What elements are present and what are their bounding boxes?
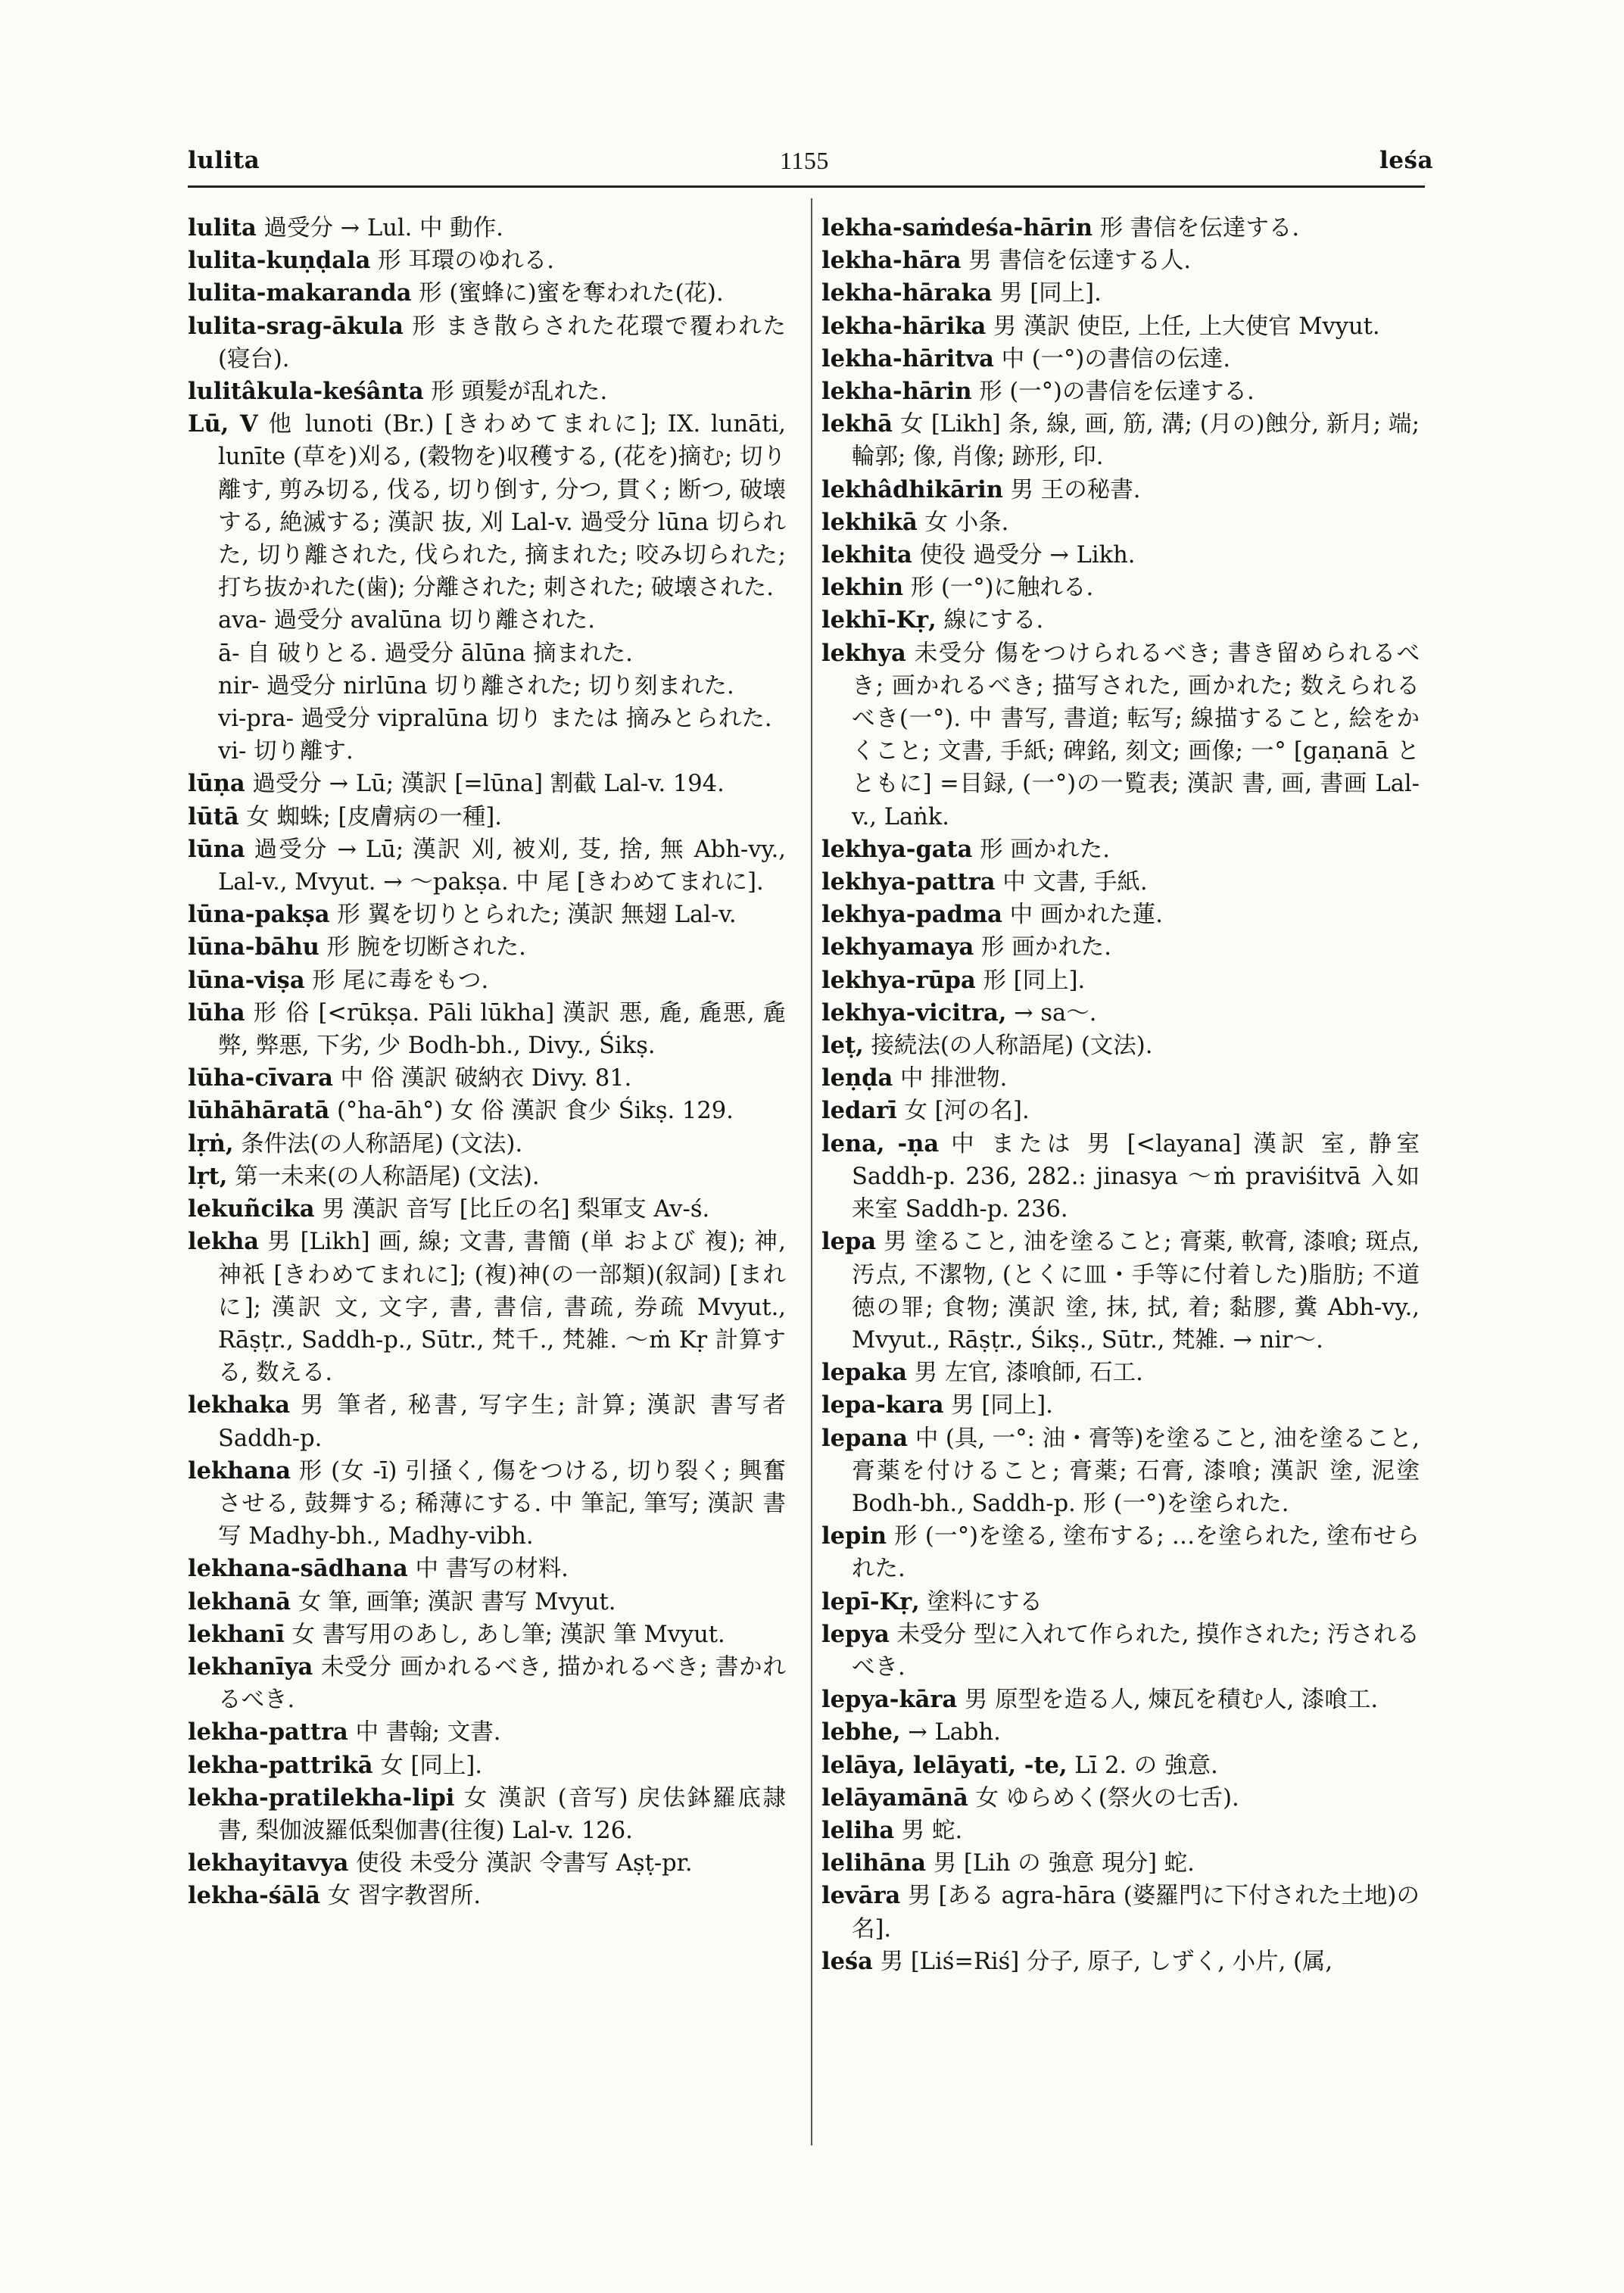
dictionary-entry xyxy=(821,375,1420,408)
dictionary-entry xyxy=(188,1128,786,1161)
dictionary-entry xyxy=(188,931,786,964)
dictionary-entry xyxy=(821,1618,1420,1684)
entry-headword: lekhana-sādhana xyxy=(188,1555,408,1583)
entry-definition: 使役 過受分 → Likh. xyxy=(912,542,1136,569)
dictionary-entry xyxy=(188,375,786,408)
dictionary-entry xyxy=(188,408,786,604)
entry-definition: 男 筆者, 秘書, 写字生; 計算; 漢訳 書写者 Saddh-p. xyxy=(218,1392,786,1452)
entry-definition: 男 蛇. xyxy=(894,1817,963,1844)
entry-definition: 男 左官, 漆喰師, 石工. xyxy=(906,1360,1143,1387)
dictionary-entry xyxy=(821,474,1420,506)
entry-definition: 線にする. xyxy=(936,607,1044,634)
entry-definition: 中 排泄物. xyxy=(893,1065,1008,1092)
dictionary-entry xyxy=(188,801,786,833)
entry-definition: 男 [同上]. xyxy=(943,1392,1053,1419)
entry-definition: 形 (蜜蜂に)蜜を奪われた(花). xyxy=(411,280,724,307)
entry-definition: 形 尾に毒をもつ. xyxy=(304,967,489,994)
entry-headword: lekhin xyxy=(821,574,904,602)
entry-headword: lekha-hāra xyxy=(821,247,962,275)
entry-definition: 過受分 → Lul. 中 動作. xyxy=(256,215,503,241)
dictionary-entry xyxy=(821,1782,1420,1815)
entry-headword: lekhita xyxy=(821,541,912,569)
entry-definition: 中 または 男 [<layana] 漢訳 室, 静室 Saddh-p. 236, 282.: jinasya ～ṁ praviśitvā 入如来室 Saddh-p. 236. xyxy=(852,1130,1420,1223)
entry-definition: vi- 切り離す. xyxy=(218,738,354,765)
entry-definition: 形 耳環のゆれる. xyxy=(370,248,554,275)
dictionary-entry xyxy=(218,735,786,768)
dictionary-entry xyxy=(188,1716,786,1749)
entry-headword: lepaka xyxy=(821,1359,907,1387)
dictionary-entry xyxy=(188,1161,786,1193)
entry-headword: lepin xyxy=(821,1522,887,1550)
entry-definition: 男 [Liś=Riś] 分子, 原子, しずく, 小片, (属, xyxy=(872,1948,1333,1975)
entry-definition: 過受分 → Lū; 漢訳 [=lūna] 割截 Lal-v. 194. xyxy=(245,771,725,798)
entry-definition: 第一未来(の人称語尾) (文法). xyxy=(227,1163,540,1190)
dictionary-entry xyxy=(188,1389,786,1454)
entry-headword: lekhya-pattra xyxy=(821,868,996,896)
entry-definition: 形 (女 -ī) 引掻く, 傷をつける, 切り裂く; 興奮させる, 鼓舞する; 稀薄にする. 中 筆記, 筆写; 漢訳 書写 Madhy-bh., Madhy-vibh. xyxy=(218,1457,786,1550)
dictionary-entry xyxy=(821,572,1420,604)
entry-headword: lekha-pratilekha-lipi xyxy=(188,1784,455,1812)
entry-definition: 男 塗ること, 油を塗ること; 膏薬, 軟膏, 漆喰; 斑点, 汚点, 不潔物, (とくに皿・手等に付着した)脂肪; 不道徳の罪; 食物; 漢訳 塗, 抹, 拭, 着; 黏膠, 糞 Abh-vy., Mvyut., Rāṣṭr., Śikṣ., Sūtr., 梵雑. → nir～. xyxy=(852,1229,1420,1354)
entry-definition: 形 翼を切りとられた; 漢訳 無翅 Lal-v. xyxy=(329,902,737,929)
entry-definition: → Labh. xyxy=(900,1719,1001,1746)
left-column xyxy=(188,212,786,1913)
entry-definition: 男 書信を伝達する人. xyxy=(961,248,1192,275)
entry-headword: lekhā xyxy=(821,410,893,438)
dictionary-entry xyxy=(821,1357,1420,1389)
entry-headword: lelāyamānā xyxy=(821,1784,968,1812)
entry-headword: lekha-pattra xyxy=(188,1718,348,1746)
entry-definition: ava- 過受分 avalūna 切り離された. xyxy=(218,607,596,634)
entry-definition: 中 画かれた蓮. xyxy=(1002,902,1163,929)
dictionary-entry xyxy=(188,1880,786,1912)
dictionary-entry xyxy=(821,1128,1420,1226)
entry-definition: 男 [Likh] 画, 線; 文書, 書簡 (単 および 複); 神, 神祇 [きわめてまれに]; (複)神(の一部類)(叙詞) [まれに]; 漢訳 文, 文字, 書, 書信, 書疏, 券疏 Mvyut., Rāṣṭr., Saddh-p., Sūtr., 梵千., 梵雑. ～ṁ Kṛ 計算する, 数える. xyxy=(218,1229,786,1387)
entry-definition: 中 俗 漢訳 破納衣 Divy. 81. xyxy=(332,1065,632,1092)
entry-headword: lūna xyxy=(188,835,245,863)
entry-definition: 男 [ある agra-hāra (婆羅門に下付された土地)の名]. xyxy=(852,1883,1420,1943)
entry-definition: 女 習字教習所. xyxy=(320,1883,482,1910)
entry-headword: lūṇa xyxy=(188,770,245,798)
entry-headword: lekhâdhikārin xyxy=(821,475,1003,503)
entry-headword: ledarī xyxy=(821,1097,897,1125)
entry-definition: 塗料にする xyxy=(919,1588,1043,1615)
entry-definition: vi-pra- 過受分 vipralūna 切り または 摘みとられた. xyxy=(218,706,772,733)
entry-headword: lepa-kara xyxy=(821,1391,944,1419)
entry-definition: Lī 2. の 強意. xyxy=(1067,1752,1218,1779)
entry-definition: 形 書信を伝達する. xyxy=(1093,215,1300,241)
entry-definition: 中 (一°)の書信の伝達. xyxy=(993,345,1231,372)
entry-definition: 女 書写用のあし, あし筆; 漢訳 筆 Mvyut. xyxy=(284,1621,725,1648)
entry-headword: lulita-kuṇḍala xyxy=(188,247,371,275)
entry-definition: 女 蜘蛛; [皮膚病の一種]. xyxy=(238,803,502,830)
entry-definition: 形 (一°)の書信を伝達する. xyxy=(971,379,1255,406)
dictionary-entry xyxy=(821,539,1420,572)
dictionary-entry xyxy=(188,964,786,997)
dictionary-entry xyxy=(821,310,1420,343)
entry-headword: lṛt, xyxy=(188,1162,228,1190)
dictionary-entry xyxy=(188,277,786,310)
entry-headword: lekhanī xyxy=(188,1620,285,1648)
entry-definition: 男 原型を造る人, 煉瓦を積む人, 漆喰工. xyxy=(957,1687,1379,1714)
entry-headword: lelihāna xyxy=(821,1849,927,1877)
entry-headword: lena, -ṇa xyxy=(821,1129,940,1157)
dictionary-entry xyxy=(188,833,786,899)
entry-headword: leliha xyxy=(821,1816,895,1844)
entry-definition: ā- 自 破りとる. 過受分 ālūna 摘まれた. xyxy=(218,640,633,667)
dictionary-entry xyxy=(188,1193,786,1226)
dictionary-entry xyxy=(821,506,1420,539)
entry-definition: 他 lunoti (Br.) [きわめてまれに]; IX. lunāti, lunīte (草を)刈る, (穀物を)収穫する, (花を)摘む; 切り離す, 剪み切る, 伐る, 切り倒す, 分つ, 貫く; 断つ, 破壊する, 絶滅する; 漢訳 抜, 刈 Lal-v. 過受分 lūna 切られた, 切り離された, 伐られた, 摘まれた; 咬み切られた; 打ち抜かれた(歯); 分離された; 刺された; 破壊された. xyxy=(218,411,786,602)
entry-headword: lūna-bāhu xyxy=(188,933,320,961)
entry-headword: lekhī-Kṛ, xyxy=(821,606,937,634)
entry-headword: leṇḍa xyxy=(821,1064,893,1092)
dictionary-entry xyxy=(821,408,1420,473)
entry-headword: lepya-kāra xyxy=(821,1686,958,1714)
dictionary-entry xyxy=(821,1847,1420,1880)
dictionary-entry xyxy=(821,997,1420,1030)
entry-headword: lekhayitavya xyxy=(188,1849,349,1877)
entry-headword: lekhya-rūpa xyxy=(821,966,976,994)
dictionary-entry xyxy=(821,1749,1420,1782)
entry-definition: 形 (一°)を塗る, 塗布する; …を塗られた, 塗布せられた. xyxy=(852,1523,1420,1583)
entry-headword: lekhya-gata xyxy=(821,835,973,863)
entry-definition: 男 王の秘書. xyxy=(1002,476,1141,503)
dictionary-entry xyxy=(821,1422,1420,1521)
dictionary-entry xyxy=(821,604,1420,637)
entry-headword: lūtā xyxy=(188,802,239,830)
entry-definition: 女 小条. xyxy=(917,509,1009,536)
entry-definition: 男 漢訳 音写 [比丘の名] 梨軍支 Av-ś. xyxy=(314,1196,710,1223)
dictionary-entry xyxy=(821,866,1420,899)
dictionary-entry xyxy=(821,212,1420,245)
entry-definition: 男 [Lih の 強意 現分] 蛇. xyxy=(926,1850,1195,1877)
dictionary-entry xyxy=(188,1553,786,1585)
dictionary-entry xyxy=(188,899,786,931)
running-head-right: leśa xyxy=(1379,147,1434,174)
dictionary-entry xyxy=(821,833,1420,866)
entry-headword: lekha-hāritva xyxy=(821,344,994,372)
dictionary-entry xyxy=(821,931,1420,964)
entry-definition: 中 文書, 手紙. xyxy=(995,869,1148,896)
entry-definition: 未受分 傷をつけられるべき; 書き留められるべき; 画かれるべき; 描写された, 画かれた; 数えられるべき(一°). 中 書写, 書道; 転写; 線描すること, 絵をかくこと; 文書, 手紙; 碑銘, 刻文; 画像; 一° [gaṇanā とともに] =目録, (一°)の一覧表; 漢訳 書, 画, 書画 Lal-v., Laṅk. xyxy=(852,640,1420,830)
entry-headword: lūna-viṣa xyxy=(188,966,305,994)
entry-definition: 条件法(の人称語尾) (文法). xyxy=(233,1130,523,1157)
entry-definition: 形 [同上]. xyxy=(975,967,1086,994)
entry-definition: 中 書写の材料. xyxy=(407,1556,569,1583)
dictionary-entry xyxy=(188,212,786,245)
entry-definition: 女 [同上]. xyxy=(372,1752,482,1779)
column-divider xyxy=(811,198,812,2145)
dictionary-entry xyxy=(821,1815,1420,1847)
dictionary-entry xyxy=(188,310,786,375)
dictionary-entry xyxy=(188,1095,786,1127)
entry-headword: lulita xyxy=(188,214,257,241)
header-rule xyxy=(188,185,1425,188)
entry-headword: lekha-hāraka xyxy=(821,279,993,307)
entry-headword: lekha-saṁdeśa-hārin xyxy=(821,214,1093,241)
entry-headword: lūha-cīvara xyxy=(188,1064,333,1092)
entry-headword: lekhanīya xyxy=(188,1653,313,1681)
entry-headword: lūha xyxy=(188,999,245,1027)
entry-headword: lekha xyxy=(188,1228,260,1256)
dictionary-entry xyxy=(218,637,786,670)
entry-headword: lekha-śālā xyxy=(188,1882,321,1910)
entry-headword: lekhya-vicitra, xyxy=(821,999,1007,1027)
entry-definition: 使役 未受分 漢訳 令書写 Aṣṭ-pr. xyxy=(348,1850,693,1877)
dictionary-entry xyxy=(821,637,1420,833)
entry-definition: nir- 過受分 nirlūna 切り離された; 切り刻まれた. xyxy=(218,672,734,699)
entry-headword: lekuñcika xyxy=(188,1195,315,1223)
entry-headword: Lū, V xyxy=(188,410,258,438)
entry-definition: 形 まき散らされた花環で覆われた(寝台). xyxy=(218,313,786,372)
entry-definition: 中 (具, 一°: 油・膏等)を塗ること, 油を塗ること, 膏薬を付けること; 膏薬; 石膏, 漆喰; 漢訳 塗, 泥塗 Bodh-bh., Saddh-p. 形 (一°)を塗られた. xyxy=(852,1425,1420,1517)
entry-headword: lekha-pattrikā xyxy=(188,1751,373,1779)
dictionary-entry xyxy=(218,604,786,637)
entry-definition: 過受分 → Lū; 漢訳 刈, 被刈, 芟, 捨, 無 Abh-vy., Lal-v., Mvyut. → ～pakṣa. 中 尾 [きわめてまれに]. xyxy=(218,836,786,896)
dictionary-entry xyxy=(188,1651,786,1716)
entry-headword: lekha-hārika xyxy=(821,312,987,340)
entry-headword: lulita-srag-ākula xyxy=(188,312,404,340)
entry-headword: leśa xyxy=(821,1947,873,1975)
dictionary-entry xyxy=(821,1389,1420,1422)
entry-definition: (°ha-āh°) 女 俗 漢訳 食少 Śikṣ. 129. xyxy=(329,1098,734,1125)
dictionary-entry xyxy=(821,1062,1420,1095)
entry-headword: lṛṅ, xyxy=(188,1129,234,1157)
entry-definition: 男 [同上]. xyxy=(992,280,1102,307)
dictionary-entry xyxy=(188,1455,786,1553)
entry-headword: lulitâkula-keśânta xyxy=(188,378,424,406)
entry-definition: 女 筆, 画筆; 漢訳 書写 Mvyut. xyxy=(291,1588,616,1615)
dictionary-entry xyxy=(821,1880,1420,1945)
entry-definition: 女 [Likh] 条, 線, 画, 筋, 溝; (月の)蝕分, 新月; 端; 輪郭; 像, 肖像; 跡形, 印. xyxy=(852,411,1420,471)
entry-definition: 未受分 型に入れて作られた, 摸作された; 汚されるべき. xyxy=(852,1621,1420,1681)
entry-headword: leṭ, xyxy=(821,1032,864,1060)
page-number: 1155 xyxy=(780,147,829,174)
entry-headword: lelāya, lelāyati, -te, xyxy=(821,1751,1068,1779)
entry-definition: 形 (一°)に触れる. xyxy=(903,575,1094,602)
entry-definition: 女 漢訳 (音写) 戻佉鉢羅底隷書, 梨伽波羅低梨伽書(往復) Lal-v. 126. xyxy=(218,1784,786,1844)
right-column xyxy=(821,212,1420,1978)
entry-headword: lekhyamaya xyxy=(821,933,974,961)
dictionary-entry xyxy=(821,343,1420,375)
entry-definition: 形 頭髪が乱れた. xyxy=(423,379,608,406)
entry-headword: lepya xyxy=(821,1620,890,1648)
dictionary-entry xyxy=(821,899,1420,931)
entry-headword: lepī-Kṛ, xyxy=(821,1587,920,1615)
dictionary-entry xyxy=(188,1062,786,1095)
entry-headword: lekhaka xyxy=(188,1391,290,1419)
entry-definition: 中 書翰; 文書. xyxy=(348,1719,501,1746)
dictionary-entry xyxy=(821,1226,1420,1357)
dictionary-entry xyxy=(188,245,786,277)
dictionary-entry xyxy=(188,1749,786,1782)
dictionary-entry xyxy=(188,1226,786,1389)
dictionary-entry xyxy=(821,1716,1420,1749)
dictionary-entry xyxy=(821,1684,1420,1716)
dictionary-entry xyxy=(821,964,1420,997)
dictionary-entry xyxy=(188,1586,786,1618)
entry-headword: lebhe, xyxy=(821,1718,901,1746)
dictionary-entry xyxy=(821,1586,1420,1618)
entry-definition: 形 画かれた. xyxy=(972,836,1110,863)
dictionary-entry xyxy=(188,997,786,1062)
dictionary-entry xyxy=(821,1946,1420,1978)
entry-definition: 接続法(の人称語尾) (文法). xyxy=(863,1033,1153,1060)
dictionary-entry xyxy=(188,1782,786,1847)
entry-headword: lulita-makaranda xyxy=(188,279,412,307)
entry-headword: levāra xyxy=(821,1882,901,1910)
dictionary-entry xyxy=(821,1095,1420,1127)
dictionary-entry xyxy=(821,1030,1420,1062)
dictionary-entry xyxy=(218,670,786,703)
dictionary-entry xyxy=(188,1847,786,1880)
dictionary-entry xyxy=(821,277,1420,310)
entry-headword: lekhana xyxy=(188,1456,291,1485)
dictionary-entry xyxy=(188,1618,786,1651)
entry-definition: 形 画かれた. xyxy=(974,934,1111,961)
entry-definition: → sa～. xyxy=(1006,999,1097,1027)
entry-headword: lepa xyxy=(821,1228,877,1256)
entry-definition: 形 俗 [<rūkṣa. Pāli lūkha] 漢訳 悪, 麁, 麁悪, 麁弊, 弊悪, 下劣, 少 Bodh-bh., Divy., Śikṣ. xyxy=(218,999,786,1060)
entry-headword: lepana xyxy=(821,1424,909,1452)
dictionary-entry xyxy=(218,703,786,735)
entry-headword: lūna-pakṣa xyxy=(188,901,330,929)
entry-definition: 形 腕を切断された. xyxy=(319,934,526,961)
entry-definition: 男 漢訳 使臣, 上任, 上大使官 Mvyut. xyxy=(986,313,1380,340)
entry-headword: lekha-hārin xyxy=(821,378,972,406)
dictionary-entry xyxy=(821,245,1420,277)
entry-headword: lekhanā xyxy=(188,1587,291,1615)
entry-headword: lekhya xyxy=(821,639,906,667)
entry-definition: 未受分 画かれるべき, 描かれるべき; 書かれるべき. xyxy=(218,1653,786,1714)
entry-definition: 女 [河の名]. xyxy=(896,1098,1030,1125)
running-head-left: lulita xyxy=(188,147,260,174)
entry-headword: lekhikā xyxy=(821,508,918,536)
dictionary-entry xyxy=(188,768,786,800)
entry-definition: 女 ゆらめく(祭火の七舌). xyxy=(968,1784,1239,1812)
entry-headword: lekhya-padma xyxy=(821,901,1002,929)
entry-headword: lūhāhāratā xyxy=(188,1097,330,1125)
dictionary-entry xyxy=(821,1520,1420,1585)
